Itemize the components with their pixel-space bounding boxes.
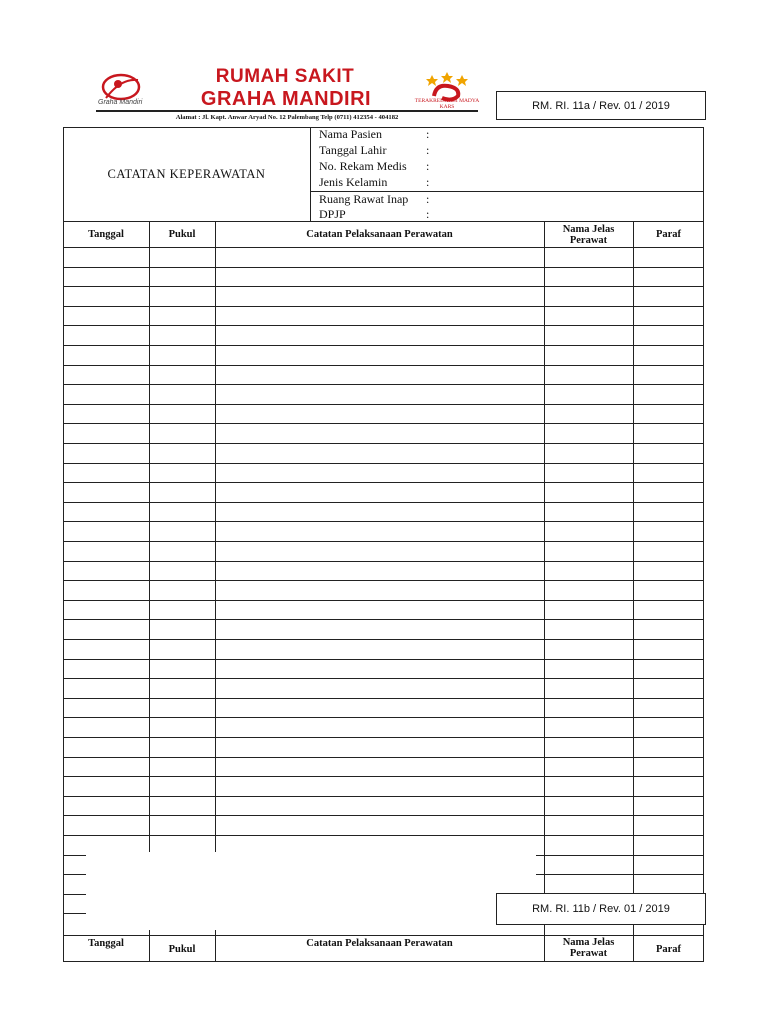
table-row-line	[63, 423, 704, 424]
column-header-time-bottom: Pukul	[168, 943, 196, 955]
medical-record-colon: :	[426, 159, 430, 173]
patient-name-colon: :	[426, 127, 430, 141]
table-column-line	[215, 221, 216, 962]
table-row-line	[63, 443, 704, 444]
table-row-line	[63, 482, 704, 483]
table-row-line	[63, 776, 704, 777]
nursing-notes-form	[63, 127, 704, 962]
table-row-line	[63, 325, 704, 326]
table-row-line	[63, 815, 704, 816]
form-title: CATATAN KEPERAWATAN	[63, 127, 311, 221]
table-row-line	[63, 737, 704, 738]
patient-name-label: Nama Pasien	[319, 127, 382, 141]
table-row-line	[63, 796, 704, 797]
dpjp-label: DPJP	[319, 207, 346, 221]
table-row-line	[63, 521, 704, 522]
logo-caption: Graha Mandiri	[98, 99, 143, 106]
table-row-line	[63, 717, 704, 718]
patient-info-divider	[311, 191, 704, 192]
table-row-line	[63, 502, 704, 503]
accreditation-caption: TERAKREDITASI MADYA KARS	[414, 98, 480, 110]
dpjp-colon: :	[426, 207, 430, 221]
medical-record-label: No. Rekam Medis	[319, 159, 407, 173]
patient-info-box	[311, 127, 704, 221]
table-row-line	[63, 541, 704, 542]
table-row-line	[63, 463, 704, 464]
column-header-nurse-name: Nama Jelas Perawat	[562, 223, 615, 246]
column-header-notes: Catatan Pelaksanaan Perawatan	[306, 229, 453, 240]
column-header-signature-bottom: Paraf	[655, 943, 682, 955]
table-header-bottom-border	[63, 247, 704, 248]
table-row-line	[63, 757, 704, 758]
ward-label: Ruang Rawat Inap	[319, 192, 409, 206]
table-row-line	[63, 580, 704, 581]
hospital-name-line1: RUMAH SAKIT	[215, 66, 355, 87]
column-header-signature: Paraf	[655, 229, 682, 240]
table-row-line	[63, 306, 704, 307]
table-row-line	[63, 345, 704, 346]
column-header-time: Pukul	[168, 229, 196, 240]
table-row-line	[63, 286, 704, 287]
table-row-line	[63, 678, 704, 679]
gender-colon: :	[426, 175, 430, 189]
form-code-bottom: RM. RI. 11b / Rev. 01 / 2019	[496, 893, 706, 925]
form-code-top: RM. RI. 11a / Rev. 01 / 2019	[496, 91, 706, 120]
table-row-line	[63, 365, 704, 366]
table-column-line	[633, 221, 634, 962]
ward-colon: :	[426, 192, 430, 206]
column-header-date: Tanggal	[88, 229, 124, 240]
blank-overlay-patch	[86, 852, 536, 930]
table-row-line	[63, 698, 704, 699]
column-header-date-bottom: Tanggal	[88, 937, 124, 949]
table-row-line	[63, 267, 704, 268]
hospital-name-line2: GRAHA MANDIRI	[200, 88, 372, 110]
table-row-line	[63, 600, 704, 601]
table-row-line	[63, 404, 704, 405]
birth-date-colon: :	[426, 143, 430, 157]
table-column-line	[544, 221, 545, 962]
column-header-notes-bottom: Catatan Pelaksanaan Perawatan	[306, 937, 453, 949]
table-row-line	[63, 561, 704, 562]
table-row-line	[63, 619, 704, 620]
table-row-line	[63, 659, 704, 660]
column-header-nurse-name-bottom: Nama Jelas Perawat	[562, 937, 615, 959]
table-row-line	[63, 384, 704, 385]
table-column-line	[149, 221, 150, 962]
birth-date-label: Tanggal Lahir	[319, 143, 387, 157]
gender-label: Jenis Kelamin	[319, 175, 388, 189]
table-row-line	[63, 835, 704, 836]
table-row-line	[63, 639, 704, 640]
hospital-address: Alamat : Jl. Kapt. Anwar Aryad No. 12 Palembang Telp (0711) 412354 - 404182	[96, 110, 478, 123]
